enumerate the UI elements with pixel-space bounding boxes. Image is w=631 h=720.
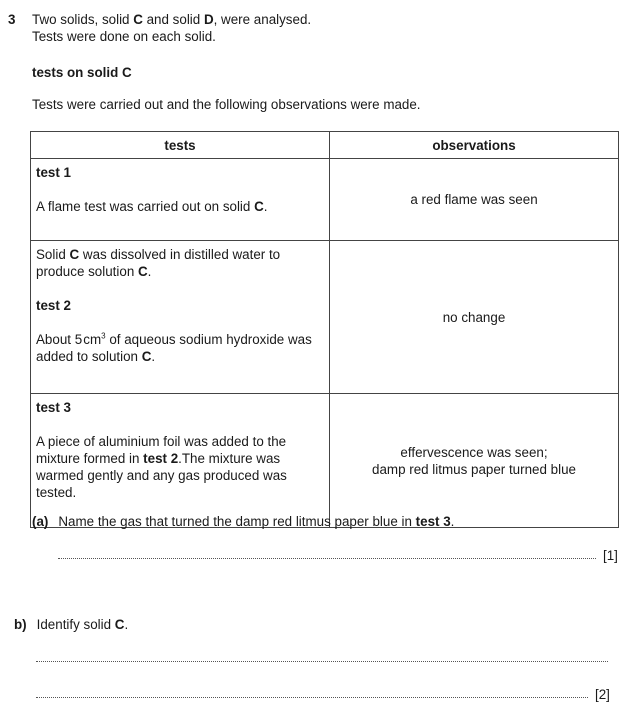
test-1-text: A flame test was carried out on solid C. xyxy=(36,199,268,214)
test-3-label: test 3 xyxy=(36,400,71,415)
section-lead: Tests were carried out and the following observations were made. xyxy=(32,97,421,112)
test-1-observation: a red flame was seen xyxy=(330,159,619,241)
table-row xyxy=(31,159,619,241)
test-2-label: test 2 xyxy=(36,298,71,313)
test-3-observation: effervescence was seen; damp red litmus paper turned blue xyxy=(330,394,619,528)
table-row xyxy=(31,241,619,394)
test-1-label: test 1 xyxy=(36,165,71,180)
test-2-preparation: Solid C was dissolved in distilled water to produce solution C. xyxy=(36,247,281,279)
question-intro xyxy=(32,11,311,45)
question-number: 3 xyxy=(8,12,16,27)
table-row xyxy=(31,394,619,528)
part-b-text: Identify solid C. xyxy=(36,617,129,632)
test-1-cell xyxy=(31,159,330,241)
answer-line-a[interactable] xyxy=(58,557,596,559)
part-a-label: (a) xyxy=(32,514,49,529)
answer-line-b-1[interactable] xyxy=(36,660,608,662)
section-heading: tests on solid C xyxy=(32,65,132,80)
part-b-label: b) xyxy=(14,617,27,632)
test-3-cell xyxy=(31,394,330,528)
intro-line-2: Tests were done on each solid. xyxy=(32,29,216,44)
tests-table xyxy=(30,131,619,528)
part-a-question xyxy=(32,513,454,530)
test-2-observation: no change xyxy=(330,241,619,394)
header-observations: observations xyxy=(330,132,619,159)
answer-line-b-2[interactable] xyxy=(36,696,588,698)
intro-line-1: Two solids, solid C and solid D, were analysed. xyxy=(32,12,312,27)
part-a-text: Name the gas that turned the damp red litmus paper blue in test 3. xyxy=(58,514,455,529)
part-b-question xyxy=(14,616,128,633)
header-tests: tests xyxy=(31,132,330,159)
marks-a: [1] xyxy=(603,548,618,563)
test-3-text: A piece of aluminium foil was added to the mixture formed in test 2.The mixture was warmed gently and any gas produced was tested. xyxy=(36,434,287,500)
marks-b: [2] xyxy=(595,687,610,702)
test-2-cell xyxy=(31,241,330,394)
test-2-text: About 5 $cm^3$ of aqueous sodium hydroxide was added to solution C. xyxy=(36,331,312,364)
